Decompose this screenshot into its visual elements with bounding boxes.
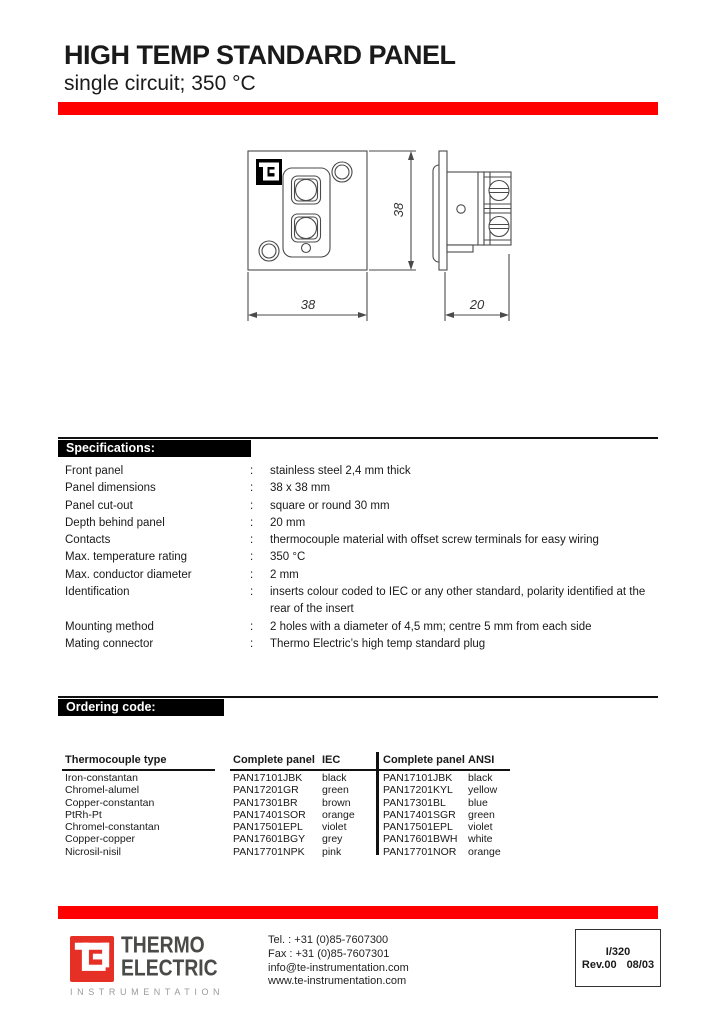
footer-red-bar (58, 906, 658, 919)
ordering-cell: Nicrosil-nisil (65, 845, 122, 858)
header-underline-right (230, 769, 510, 771)
spec-colon: : (250, 516, 254, 529)
spec-top-rule (58, 437, 658, 439)
spec-value: inserts colour coded to IEC or any other standard, polarity identified at the rear of the insert (270, 586, 646, 616)
contact-line: info@te-instrumentation.com (268, 961, 409, 974)
ordering-cell: blue (468, 796, 488, 809)
spec-row (65, 515, 661, 532)
spec-colon: : (250, 586, 254, 599)
ordering-cell: white (468, 833, 493, 846)
spec-label: Panel dimensions (65, 482, 156, 495)
spec-row (65, 463, 661, 480)
page-subtitle: single circuit; 350 °C (64, 72, 256, 95)
ordering-row (65, 784, 535, 796)
spec-value: 20 mm (270, 516, 306, 529)
ordering-table-body (65, 772, 535, 858)
ordering-cell: PAN17101JBK (233, 772, 303, 784)
spec-label: Panel cut-out (65, 499, 133, 512)
header-underline-left (62, 769, 215, 771)
ordering-cell: violet (322, 821, 347, 834)
spec-row (65, 549, 661, 566)
ordering-cell: Copper-constantan (65, 796, 155, 809)
spec-label: Max. temperature rating (65, 551, 188, 564)
ordering-cell: PAN17701NOR (383, 845, 457, 858)
ordering-top-rule (58, 696, 658, 698)
dim-depth-label: 20 (469, 297, 485, 312)
ordering-row (65, 846, 535, 858)
ordering-cell: PAN17201KYL (383, 784, 453, 797)
contact-block (268, 934, 409, 989)
ordering-cell: Copper-copper (65, 833, 136, 846)
ordering-cell: PAN17301BL (383, 796, 446, 809)
ordering-cell: PtRh-Pt (65, 808, 102, 821)
ordering-cell: pink (322, 845, 342, 858)
spec-row (65, 619, 661, 636)
header-red-bar (58, 102, 658, 115)
ordering-cell: PAN17301BR (233, 796, 298, 809)
spec-label: Identification (65, 586, 130, 599)
ordering-row (65, 833, 535, 845)
spec-label: Contacts (65, 534, 111, 547)
col-header-complete-panel-iec: Complete panel (233, 754, 315, 766)
doc-code: I/320 (605, 945, 631, 958)
te-logo-icon (70, 936, 114, 982)
ordering-cell: PAN17201GR (233, 784, 299, 797)
contact-line: Tel. : +31 (0)85-7607300 (268, 934, 389, 946)
spec-value: Thermo Electric’s high temp standard plug (270, 637, 486, 650)
spec-colon: : (250, 482, 254, 495)
col-header-iec: IEC (322, 754, 341, 766)
ordering-row (65, 821, 535, 833)
ordering-cell: Chromel-alumel (65, 784, 140, 797)
spec-value: thermocouple material with offset screw terminals for easy wiring (270, 534, 599, 547)
spec-row (65, 498, 661, 515)
doc-number-box (575, 929, 661, 987)
ordering-cell: PAN17401SGR (383, 808, 456, 821)
ordering-cell: Chromel-constantan (65, 821, 160, 834)
spec-row (65, 532, 661, 549)
spec-row (65, 567, 661, 584)
spec-row (65, 480, 661, 497)
spec-value: 38 x 38 mm (270, 482, 331, 495)
ordering-cell: PAN17501EPL (233, 821, 303, 834)
spec-value: 2 mm (270, 568, 299, 581)
spec-label: Max. conductor diameter (65, 568, 192, 581)
spec-value: 2 holes with a diameter of 4,5 mm; centre 5 mm from each side (270, 620, 592, 633)
spec-colon: : (250, 568, 254, 581)
side-screw-2 (489, 217, 509, 237)
ordering-row (65, 809, 535, 821)
ordering-cell: orange (468, 845, 501, 858)
spec-colon: : (250, 534, 254, 547)
col-header-complete-panel-ansi: Complete panel (383, 754, 465, 766)
spec-value: 350 °C (270, 551, 306, 564)
spec-colon: : (250, 465, 254, 477)
ordering-header: Ordering code: (58, 699, 224, 716)
spec-colon: : (250, 499, 254, 512)
brand-electric: ELECTRIC (121, 956, 218, 981)
doc-rev: Rev.00 (581, 958, 617, 971)
spec-label: Mounting method (65, 620, 154, 633)
ordering-cell: PAN17601BWH (383, 833, 458, 846)
doc-date: 08/03 (626, 958, 655, 971)
ordering-row (65, 797, 535, 809)
contact-line: Fax : +31 (0)85-7607301 (268, 947, 390, 960)
ordering-table-header (65, 753, 535, 767)
spec-colon: : (250, 620, 254, 633)
col-header-ansi: ANSI (468, 754, 495, 766)
col-header-thermocouple-type: Thermocouple type (65, 754, 167, 766)
ordering-cell: PAN17601BGY (233, 833, 306, 846)
ordering-cell: PAN17501EPL (383, 821, 453, 834)
brand-instrumentation: INSTRUMENTATION (70, 987, 225, 997)
spec-row (65, 584, 661, 619)
ordering-cell: green (322, 784, 349, 797)
dim-width-label: 38 (300, 297, 316, 312)
spec-row (65, 636, 661, 653)
ordering-cell: PAN17701NPK (233, 845, 305, 858)
spec-label: Mating connector (65, 637, 154, 650)
side-screw-1 (489, 181, 509, 201)
ordering-cell: black (468, 772, 493, 784)
spec-rows (65, 463, 661, 653)
spec-colon: : (250, 551, 254, 564)
spec-value: stainless steel 2,4 mm thick (270, 465, 411, 477)
spec-value: square or round 30 mm (270, 499, 390, 512)
ordering-row (65, 772, 535, 784)
ordering-cell: brown (322, 796, 351, 809)
ordering-cell: green (468, 808, 495, 821)
spec-label: Front panel (65, 465, 124, 477)
ordering-cell: grey (322, 833, 343, 846)
spec-label: Depth behind panel (65, 516, 165, 529)
specifications-header: Specifications: (58, 440, 251, 457)
ordering-cell: PAN17101JBK (383, 772, 453, 784)
ordering-cell: violet (468, 821, 493, 834)
contact-line: www.te-instrumentation.com (268, 975, 407, 988)
te-monogram-icon (70, 936, 114, 982)
index-hole (302, 244, 311, 253)
side-front-plate (439, 151, 447, 270)
ordering-cell: yellow (468, 784, 498, 797)
side-foot (447, 245, 473, 252)
spec-colon: : (250, 637, 254, 650)
ordering-cell: Iron-constantan (65, 772, 138, 784)
technical-drawing (228, 138, 548, 338)
ordering-cell: black (322, 772, 347, 784)
ordering-cell: PAN17401SOR (233, 808, 306, 821)
brand-thermo: THERMO (121, 933, 205, 958)
page-title: HIGH TEMP STANDARD PANEL (64, 40, 456, 70)
ordering-cell: orange (322, 808, 355, 821)
dim-height-label: 38 (391, 202, 406, 218)
